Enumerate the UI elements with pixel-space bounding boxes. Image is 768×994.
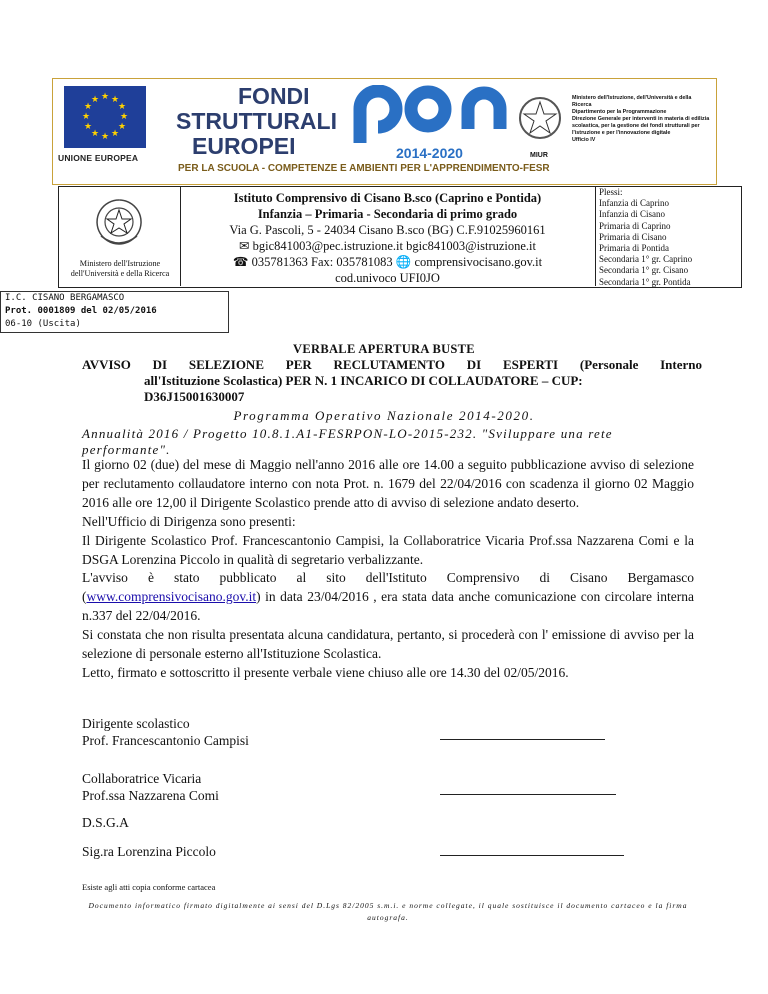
signature-line-dirigente: [440, 738, 605, 740]
republic-emblem-icon: [516, 92, 564, 144]
school-name: Istituto Comprensivo di Cisano B.sco (Caprino e Pontida): [233, 191, 542, 205]
svg-text:★: ★: [117, 101, 127, 111]
school-info: [180, 190, 595, 286]
programma-line: Programma Operativo Nazionale 2014-2020.: [233, 408, 535, 423]
school-code: cod.univoco UFI0JO: [335, 271, 440, 285]
stamp-protocol: Prot. 0001809 del 02/05/2016: [5, 306, 157, 316]
stamp-direction: 06-10 (Uscita): [5, 319, 81, 329]
school-emails: ✉ bgic841003@pec.istruzione.it bgic841003@istruzione.it: [239, 239, 536, 253]
paragraph-outcome: Si constata che non risulta presentata alcuna candidatura, pertanto, si procederà con l' emissione di avviso per la selezione di personale esterno all'Istituzione Scolastica.: [82, 627, 694, 662]
svg-text:★: ★: [110, 94, 120, 104]
svg-text:★: ★: [90, 94, 100, 104]
signature-dsga-name: Sig.ra Lorenzina Piccolo: [82, 844, 216, 859]
fondi-strutturali-logo: FONDI STRUTTURALI EUROPEI: [176, 83, 337, 159]
paragraph-attendees: Il Dirigente Scolastico Prof. Francescantonio Campisi, la Collaboratrice Vicaria Prof.ssa Nazzarena Comi e la DSGA Lorenzina Piccolo in qualità di segretario verbalizzante.: [82, 532, 694, 567]
ministry-caption: Ministero dell'Istruzione dell'Università e della Ricerca: [70, 259, 170, 278]
svg-text:★: ★: [119, 111, 129, 121]
svg-text:★: ★: [117, 121, 127, 131]
signature-dirigente: Dirigente scolastico Prof. Francescantonio Campisi: [82, 716, 249, 748]
svg-text:★: ★: [81, 111, 91, 121]
svg-text:★: ★: [100, 91, 110, 101]
plessi-list: Plessi: Infanzia di Caprino Infanzia di Cisano Primaria di Caprino Primaria di Cisano Primaria di Pontida Secondaria 1° gr. Caprino Secondaria 1° gr. Cisano Secondaria 1° gr. Pontida: [599, 187, 693, 287]
paragraph-meeting: Il giorno 02 (due) del mese di Maggio nell'anno 2016 alle ore 14.00 a seguito pubblicazione avviso di selezione per reclutamento collaudatore interno con nota Prot. n. 1679 del 22/04/2016 con scadenza il giorno 02 Maggio 2016 alle ore 12,00 il Dirigente Scolastico prende atto di avviso di selezione andato deserto.: [82, 457, 694, 510]
paragraph-publication: L'avviso è stato pubblicato al sito dell'Istituto Comprensivo di Cisano Bergamasco (www.comprensivocisano.gov.it) in data 23/04/2016 , era stata data anche comunicazione con circolare interna n.337 del 22/04/2016.: [82, 570, 694, 624]
pon-years: 2014-2020: [396, 145, 463, 161]
eu-caption: UNIONE EUROPEA: [58, 153, 139, 163]
school-levels: Infanzia – Primaria - Secondaria di primo grado: [257, 207, 518, 221]
eu-flag-logo: [64, 86, 146, 148]
digital-signature-footer: Documento informatico firmato digitalmente ai sensi del D.Lgs 82/2005 s.m.i. e norme collegate, il quale sostituisce il documento cartaceo e la firma autografa.: [88, 901, 688, 922]
svg-text:★: ★: [110, 128, 120, 138]
signature-line-vicaria: [440, 793, 616, 795]
signature-dsga-role: D.S.G.A: [82, 815, 129, 830]
mail-icon: ✉: [239, 239, 250, 253]
svg-text:★: ★: [83, 121, 93, 131]
protocol-stamp: [0, 291, 229, 333]
svg-text:★: ★: [90, 128, 100, 138]
banner-subtitle: PER LA SCUOLA - COMPETENZE E AMBIENTI PER L'APPRENDIMENTO-FESR: [178, 163, 550, 174]
document-body: [82, 456, 694, 683]
svg-text:★: ★: [83, 101, 93, 111]
paragraph-present: Nell'Ufficio di Dirigenza sono presenti:: [82, 513, 296, 529]
ministry-department-text: Ministero dell'Istruzione, dell'Università e della Ricerca Dipartimento per la Programmazione Direzione Generale per interventi in materia di edilizia scolastica, per la gestione dei fondi strutturali per l'istruzione e per l'innovazione digitale Ufficio IV: [572, 95, 710, 143]
stamp-institute: I.C. CISANO BERGAMASCO: [5, 293, 125, 303]
pon-logo: [346, 85, 516, 143]
avviso-heading: AVVISO DI SELEZIONE PER RECLUTAMENTO DI ESPERTI (Personale Interno all'Istituzione Scolastica) PER N. 1 INCARICO DI COLLAUDATORE – CUP: D36J15001630007: [82, 357, 702, 404]
italian-republic-emblem-icon: [93, 196, 145, 250]
copy-note: Esiste agli atti copia conforme cartacea: [82, 882, 216, 892]
paragraph-closing: Letto, firmato e sottoscritto il presente verbale viene chiuso alle ore 14.30 del 02/05/2016.: [82, 664, 569, 680]
phone-icon: ☎: [232, 255, 249, 269]
signature-vicaria: Collaboratrice Vicaria Prof.ssa Nazzarena Comi: [82, 771, 219, 803]
svg-text:★: ★: [100, 131, 110, 141]
annualita-line: Annualità 2016 / Progetto 10.8.1.A1-FESRPON-LO-2015-232. "Sviluppare una rete performante".: [82, 426, 613, 457]
document-title: VERBALE APERTURA BUSTE: [293, 342, 475, 356]
miur-caption: MIUR: [530, 152, 548, 159]
school-address: Via G. Pascoli, 5 - 24034 Cisano B.sco (BG) C.F.91025960161: [229, 223, 546, 237]
globe-icon: 🌐: [395, 255, 412, 269]
school-phone: ☎ 035781363 Fax: 035781083 🌐 comprensivocisano.gov.it: [232, 255, 543, 269]
signature-line-dsga: [440, 854, 624, 856]
website-link[interactable]: www.comprensivocisano.gov.it: [86, 589, 257, 605]
